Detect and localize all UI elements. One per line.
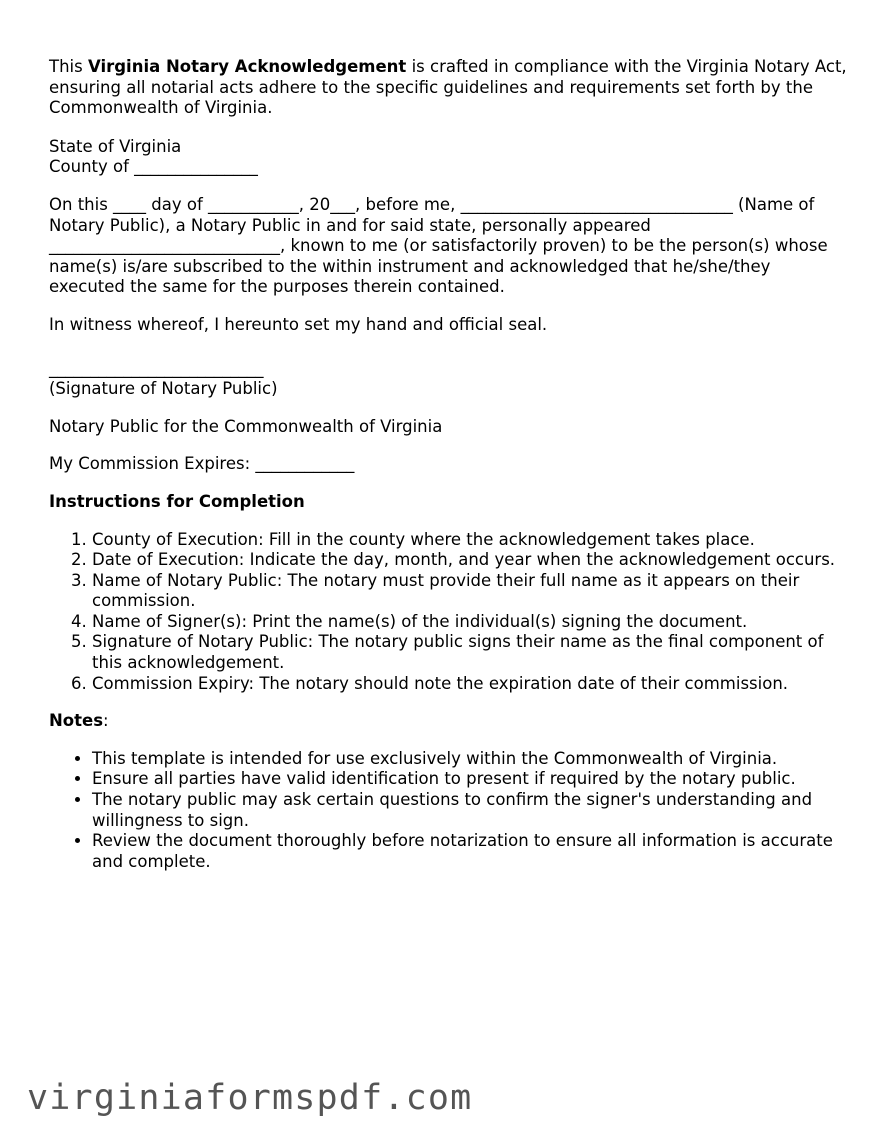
notary-for-line: Notary Public for the Commonwealth of Virginia (49, 416, 443, 436)
notes-heading-label: Notes (49, 711, 104, 731)
intro-before: This (49, 57, 88, 76)
list-item: • Review the document thoroughly before notarization to ensure all information is accurate and complete. (92, 831, 849, 872)
state-line: State of Virginia (49, 136, 182, 156)
list-item: 3. Name of Notary Public: The notary must provide their full name as it appears on their commission. (92, 571, 849, 612)
venue-block (49, 137, 849, 178)
site-watermark: virginiaformspdf.com (27, 1078, 473, 1118)
list-item: 1. County of Execution: Fill in the county where the acknowledgement takes place. (92, 530, 849, 551)
witness-line: In witness whereof, I hereunto set my hand and official seal. (49, 314, 548, 334)
intro-after: is crafted in compliance with the Virginia Notary Act, ensuring all notarial acts adhere to the specific guidelines and requirements set forth by the Commonwealth of Virginia. (49, 57, 847, 118)
county-line: County of _______________ (49, 157, 258, 177)
intro-paragraph (49, 57, 849, 119)
notes-heading (49, 711, 849, 732)
commission-expires-line: My Commission Expires: ____________ (49, 454, 355, 474)
list-item: 4. Name of Signer(s): Print the name(s) of the individual(s) signing the document. (92, 612, 849, 633)
signature-blank: __________________________ (49, 358, 264, 378)
signature-block (49, 359, 849, 400)
list-item: • The notary public may ask certain questions to confirm the signer's understanding and willingness to sign. (92, 790, 849, 831)
list-item: • This template is intended for use exclusively within the Commonwealth of Virginia. (92, 749, 849, 770)
instructions-heading: Instructions for Completion (49, 491, 305, 511)
list-item: • Ensure all parties have valid identification to present if required by the notary public. (92, 769, 849, 790)
notes-heading-colon: : (103, 711, 109, 731)
list-item: 6. Commission Expiry: The notary should note the expiration date of their commission. (92, 674, 849, 695)
notes-list (49, 749, 849, 873)
list-item: 2. Date of Execution: Indicate the day, month, and year when the acknowledgement occurs. (92, 550, 849, 571)
instructions-list (49, 530, 849, 695)
list-item: 5. Signature of Notary Public: The notary public signs their name as the final component of this acknowledgement. (92, 632, 849, 673)
signature-label: (Signature of Notary Public) (49, 379, 278, 399)
acknowledgement-paragraph: On this ____ day of ___________, 20___, before me, _________________________________ (Name of Notary Public), a Notary Public in and for said state, personally appeared ____________________________, known to me (or satisfactorily proven) to be the person(s) whose name(s) is/are subscribed to the within instrument and acknowledged that he/she/they executed the same for the purposes therein contained. (49, 194, 828, 297)
document-page (49, 57, 849, 889)
document-title: Virginia Notary Acknowledgement (87, 57, 407, 76)
